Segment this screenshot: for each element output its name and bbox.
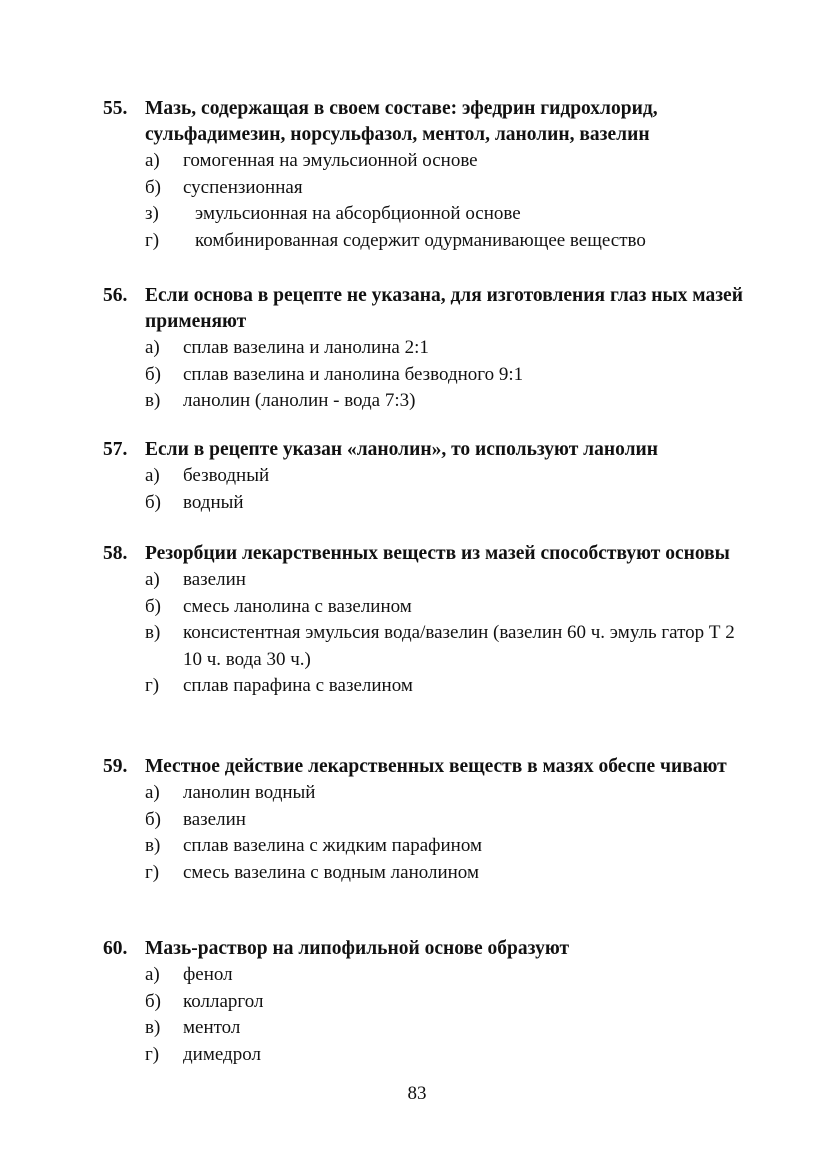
answer-option: [145, 620, 743, 673]
answer-option: [145, 673, 743, 700]
question-58: [103, 541, 743, 700]
option-letter: а): [145, 782, 160, 803]
answer-option: [145, 1015, 743, 1042]
option-text: безводный: [183, 465, 270, 486]
option-text: смесь ланолина с вазелином: [183, 595, 412, 617]
answer-option: [145, 175, 743, 202]
option-letter: г): [145, 229, 160, 251]
answer-option: [145, 362, 743, 389]
question-number: 58.: [103, 543, 128, 564]
page-number: 83: [407, 1083, 427, 1104]
answer-option: [145, 989, 743, 1016]
option-text: комбинированная содержит одурманивающее вещество: [195, 229, 646, 251]
answer-option: [145, 148, 743, 175]
question-text: Если основа в рецепте не указана, для изготовления глаз ных мазей применяют: [145, 285, 743, 332]
option-letter: б): [145, 363, 161, 385]
option-letter: б): [145, 176, 161, 198]
answer-option: [145, 807, 743, 834]
option-text: сплав вазелина с жидким парафином: [183, 835, 482, 856]
question-59: [103, 754, 743, 886]
option-letter: б): [145, 595, 161, 617]
option-letter: в): [145, 622, 161, 643]
answer-option: [145, 860, 743, 887]
answer-option: [145, 388, 743, 415]
answer-option: [145, 1042, 743, 1069]
option-text: гомогенная на эмульсионной основе: [183, 150, 478, 171]
option-letter: з): [145, 203, 159, 224]
option-letter: г): [145, 1043, 160, 1065]
question-55: [103, 96, 743, 254]
question-number: 55.: [103, 98, 128, 119]
option-letter: а): [145, 337, 160, 358]
question-text: Местное действие лекарственных веществ в мазях обеспе чивают: [145, 756, 727, 777]
answer-option: [145, 463, 743, 490]
question-60: [103, 936, 743, 1068]
question-number: 60.: [103, 938, 128, 959]
question-heading: [103, 437, 743, 463]
answer-option: [145, 780, 743, 807]
question-number: 56.: [103, 285, 128, 306]
option-letter: в): [145, 390, 161, 411]
option-letter: б): [145, 491, 161, 513]
question-56: [103, 283, 743, 415]
answer-option: [145, 833, 743, 860]
question-heading: [103, 96, 743, 148]
option-letter: б): [145, 808, 161, 830]
question-57: [103, 437, 743, 516]
question-heading: [103, 936, 743, 962]
option-text: сплав парафина с вазелином: [183, 675, 413, 696]
answer-option: [145, 201, 743, 228]
question-number: 59.: [103, 756, 128, 777]
question-text: Мазь, содержащая в своем составе: эфедрин гидрохлорид, сульфадимезин, норсульфазол, ментол, ланолин, вазелин: [145, 98, 658, 145]
option-text: ментол: [183, 1017, 241, 1038]
option-letter: б): [145, 990, 161, 1012]
option-text: сплав вазелина и ланолина безводного 9:1: [183, 363, 524, 385]
option-text: димедрол: [183, 1043, 261, 1065]
answer-option: [145, 490, 743, 517]
option-letter: г): [145, 861, 160, 883]
option-text: эмульсионная на абсорбционной основе: [195, 203, 521, 224]
option-text: смесь вазелина с водным ланолином: [183, 861, 479, 883]
option-text: водный: [183, 491, 244, 513]
question-heading: [103, 541, 743, 567]
option-text: ланолин (ланолин - вода 7:3): [183, 390, 416, 411]
option-text: ланолин водный: [183, 782, 316, 803]
answer-option: [145, 335, 743, 362]
answer-option: [145, 567, 743, 594]
question-heading: [103, 754, 743, 780]
question-text: Мазь-раствор на липофильной основе образуют: [145, 938, 570, 959]
option-text: консистентная эмульсия вода/вазелин (вазелин 60 ч. эмуль гатор Т 2 10 ч. вода 30 ч.): [183, 622, 735, 670]
question-text: Резорбции лекарственных веществ из мазей способствуют основы: [145, 543, 730, 564]
question-number: 57.: [103, 439, 128, 460]
option-letter: а): [145, 964, 160, 985]
option-letter: а): [145, 150, 160, 171]
option-letter: в): [145, 835, 161, 856]
option-text: вазелин: [183, 808, 246, 830]
option-text: суспензионная: [183, 176, 303, 198]
option-letter: г): [145, 675, 160, 696]
question-text: Если в рецепте указан «ланолин», то используют ланолин: [145, 439, 658, 460]
option-letter: а): [145, 569, 160, 590]
option-text: колларгол: [183, 990, 264, 1012]
answer-option: [145, 962, 743, 989]
option-text: сплав вазелина и ланолина 2:1: [183, 337, 429, 358]
option-letter: в): [145, 1017, 161, 1038]
answer-option: [145, 228, 743, 255]
option-text: фенол: [183, 964, 233, 985]
option-text: вазелин: [183, 569, 246, 590]
option-letter: а): [145, 465, 160, 486]
question-heading: [103, 283, 743, 335]
answer-option: [145, 594, 743, 621]
